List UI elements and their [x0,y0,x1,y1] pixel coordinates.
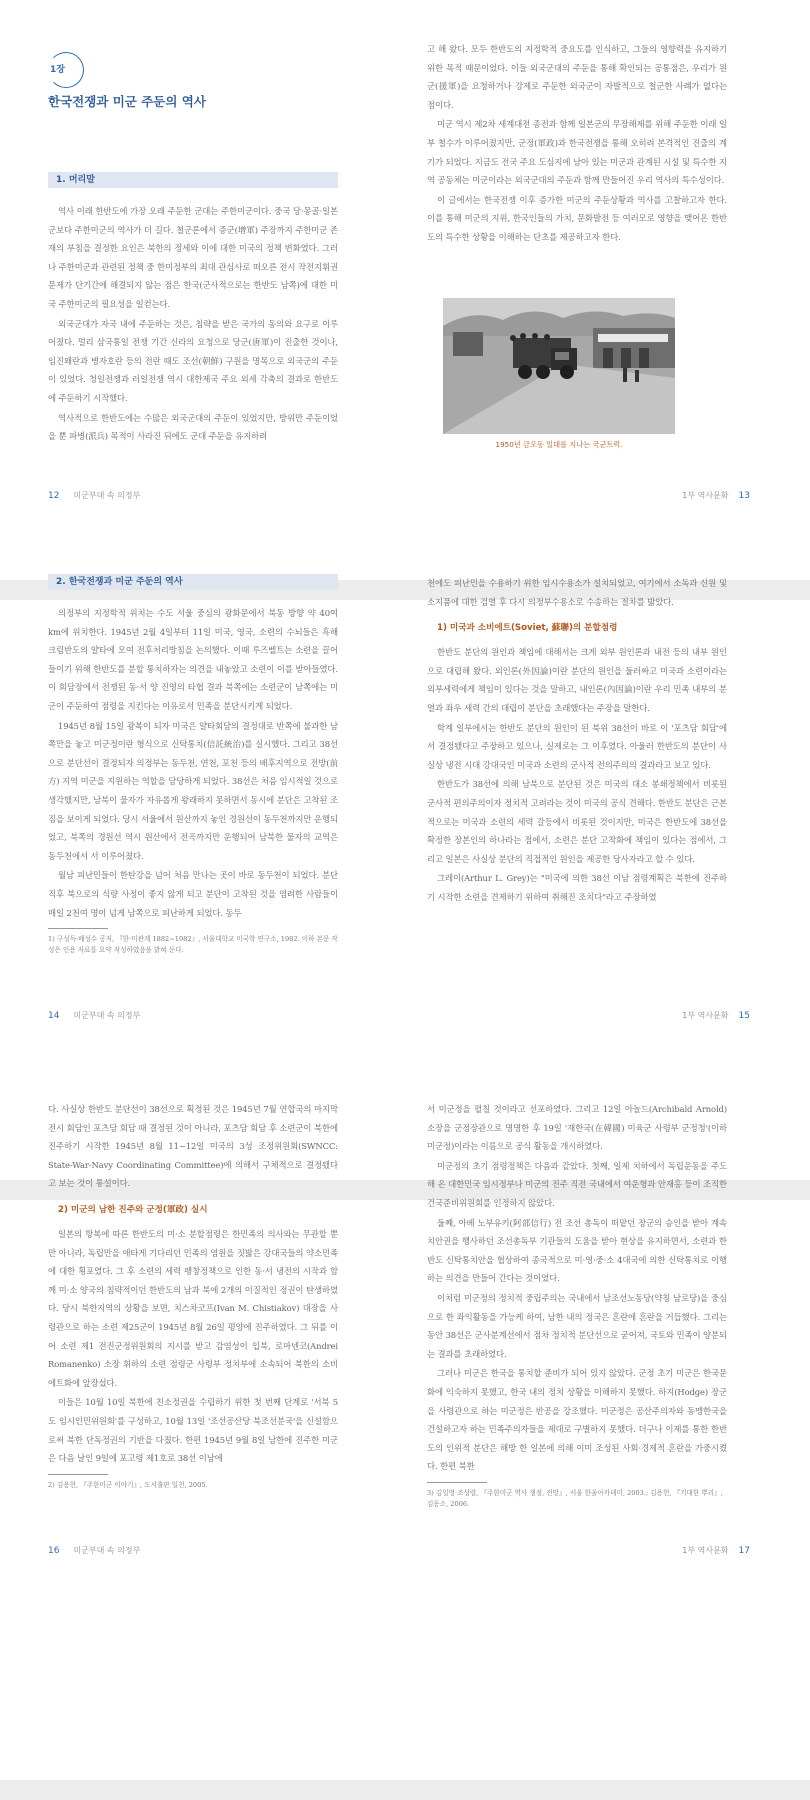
spread-pages-14-15 [0,577,810,1180]
footnote: 1) 구성득·배성수 공저, 『한·미관계 1882~1982』, 서울대학교 미국학 연구소, 1982. 이하 본문 작성은 인용 자료를 요약 작성하였음을 밝혀 둔다. [48,935,338,955]
running-title: 1부 역사문화 [682,1546,729,1555]
subsection-heading: 2) 미군의 남한 진주와 군정(軍政) 실시 [58,1204,208,1215]
photo-caption: 1950년 금오동 일대를 지나는 국군트럭. [495,440,623,449]
paragraph: 1945년 8월 15일 광복이 되자 미국은 얄타회담의 결정대로 반쪽에 불과한 남쪽만을 놓고 미군정이란 형식으로 신탁통치(信託統治)를 실시했다. 그리고 38선으로 분단선이 결정되자 의정부는 동두천, 연천, 포천 등의 배후지역으로 전방(前方) 지역 미군을 지원하는 역할을 담당하게 되었다. 38선은 처음 임시적일 것으로 생각했지만, 남북이 물자가 자유롭게 왕래하지 못하면서 동시에 분단은 고착된 조짐을 보이게 되었다. 당시 서울에서 원산까지 놓인 경원선이 동두천까지만 운행되었고, 북쪽의 경원선 역시 원산에서 전곡까지만 운행되어 남북한 물자의 교역은 동두천에서 서 이루어졌다. [48,720,338,861]
page-12 [0,0,405,580]
paragraph: 학계 일부에서는 한반도 분단의 원인이 된 북위 38선이 바로 이 '포츠담 회담'에서 결정됐다고 주장하고 있으나, 실제로는 그 이후였다. 아울러 한반도의 분단이 사실상 냉전 시대 강대국인 미국과 소련의 군사적 전의주의의 결과라고 보고 있다. [427,722,727,770]
page-number: 15 [738,1011,750,1021]
page-folio [48,1545,140,1556]
paragraph: 이 글에서는 한국전쟁 이후 증가한 미군의 주둔상황과 역사를 고찰하고자 한다. 이를 통해 미군의 지위, 한국인들의 가치, 문화발전 등 여러모로 영향을 맺어온 한반도의 특수한 상황을 이해하는 단초를 제공하고자 한다. [427,194,727,242]
page-folio [48,1010,140,1021]
paragraph: 역사적으로 한반도에는 수많은 외국군대의 주둔이 있었지만, 방위만 주둔이었을 뿐 파병(派兵) 목적이 사라진 뒤에도 군대 주둔을 유지하려 [48,412,338,442]
footnote: 3) 김일영·조성렬, 『주한미군 역사 쟁점, 전망』, 서울 한울아카데미, 2003.; 김용헌, 『거대한 뿌리』, 김동소, 2006. [427,1488,723,1508]
text-column [427,1100,727,1510]
text-column [48,172,338,447]
page-folio [682,1010,750,1021]
spread-pages-16-17 [0,1104,810,1780]
running-title: 1부 역사문화 [682,491,729,500]
paragraph: 의정부의 지정학적 위치는 수도 서울 중심의 광화문에서 북동 방향 약 40여km에 위치한다. 1945년 2월 4일부터 11일 미국, 영국, 소련의 수뇌들은 흑해 크림반도의 얄타에 모여 전후처리방침을 논의했다. 이때 루즈벨트는 소련을 끌어들이기 위해 한반도를 분할 통치하자는 의견을 내놓았고 소련이 이를 받아들였다. 이 회담장에서 전쟁된 동·서 양 진영의 타협 결과 북쪽에는 소련군이 남쪽에는 미군이 주둔하여 점령을 지킨다는 이유로서 민족을 분단시키게 되었다. [48,608,338,711]
footnote-rule [48,928,108,929]
paragraph: 다. 사실상 한반도 분단선이 38선으로 획정된 것은 1945년 7월 연합국의 마지막 전시 회담인 포츠담 회담 때 결정된 것이 아니라, 포츠담 회담 후 소련군이 북한에 진주하기 시작한 1945년 8월 11~12일 미국의 3성 조정위원회(SWNCC: State-War-Navy Coordinating Committee)에 의해서 구체적으로 결정됐다고 보는 것이 통설이다. [48,1104,338,1189]
footnote-rule [48,1474,108,1475]
page-folio [48,490,140,501]
page-number: 16 [48,1546,60,1556]
chapter-number: 1장 [50,65,65,75]
paragraph: 이들은 10월 10일 북한에 친소정권을 수립하기 위한 첫 번째 단계로 '서북 5도 임시인민위원회'를 구성하고, 10월 13일 '조선공산당 북조선분국'을 신설함으로써 북한 단독정권의 기반을 다졌다. 한편 1945년 9월 8일 남한에 진주한 미군은 다음 날인 9일에 포고령 제1호로 38선 이남에 [48,1397,338,1464]
paragraph: 둘째, 아베 노부유키(阿部信行) 전 조선 총독이 떠맡던 장군의 승인을 받아 계속 치안권을 행사하던 조선총독부 기관들의 도움을 받아 현상을 유지하면서, 소련과 한반도 신탁통치안을 협상하여 종국적으로 미·영·중·소 4대국에 의한 신탁통치로 이행하는 의견을 만들어 간다는 것이었다. [427,1217,727,1284]
paragraph: 미군 역시 제2차 세계대전 종전과 함께 일본군의 무장해제를 위해 주둔한 이래 일부 철수가 이루어졌지만, 군정(軍政)과 한국전쟁을 통해 오히려 본격적인 진출의 계기가 되었다. 지금도 전국 주요 도심지에 남아 있는 미군과 관계된 시설 및 특수한 지역 공동체는 미군이라는 외국군대의 주둔과 함께 만들어진 우리 역사의 특수성이다. [427,119,727,186]
historical-photo-army-truck [443,298,675,434]
spread-pages-12-13 [0,0,810,580]
page-15 [405,578,810,1180]
page-number: 14 [48,1011,60,1021]
paragraph: 이처럼 미군정의 정치적 중립주의는 국내에서 남조선노동당(약칭 남로당)을 중심으로 한 좌익활동을 가능케 하여, 남한 내의 정국은 혼란에 혼란을 거듭했다. 그리는 동안 38선은 군사분계선에서 점차 정치적 분단선으로 굳어져, 국토와 민족이 양분되는 결과를 초래하였다. [427,1292,727,1359]
paragraph: 그레이(Arthur L. Grey)는 "미국에 의한 38선 이남 점령계획은 북한에 진주하기 시작한 소련을 견제하기 위하여 취해진 조치다"라고 주장하였 [427,873,727,902]
text-column [48,574,338,956]
subsection-heading: 1) 미국과 소비에트(Soviet, 蘇聯)의 분할점령 [437,623,618,634]
paragraph: 서 미군정을 펼칠 것이라고 선포하였다. 그리고 12일 아놀드(Archibald Arnold) 소장을 군정장관으로 명명한 후 19일 '재한국(在韓國) 미육군 사령부 군정청'(이하 미군정)이라는 이름으로 공식 활동을 개시하였다. [427,1104,727,1152]
paragraph: 외국군대가 자국 내에 주둔하는 것은, 침략을 받은 국가의 동의와 요구로 이루어졌다. 멀리 삼국통일 전쟁 기간 신라의 요청으로 당군(唐軍)이 진출한 것이나, 임진왜란과 병자호란 등의 전란 때도 조선(朝鮮) 구원을 명목으로 외국군의 주둔이 있었다. 청일전쟁과 러일전쟁 역시 대한제국 주요 외세 각축의 결과로 한반도에 주둔하기 시작했다. [48,318,338,403]
running-title: 1부 역사문화 [682,1011,729,1020]
paragraph: 월남 피난민들이 한탄강을 넘어 처음 만나는 곳이 바로 동두천이 되었다. 분단 직후 북으로의 식량 사정이 좋지 않게 되고 분단이 고착된 것을 염려한 사람들이 매일 2천여 명이 넘게 남쪽으로 피난하게 되었다. 동두 [48,870,338,918]
section-heading: 1. 머리말 [48,172,338,188]
page-16 [0,1104,405,1780]
paragraph: 천에도 피난민을 수용하기 위한 임시수용소가 설치되었고, 여기에서 소독과 신원 및 소지품에 대한 검열 후 다시 의정부수용소로 수송하는 절차를 밟았다. [427,578,727,607]
text-column [427,574,727,908]
page-13 [405,0,810,580]
paragraph: 역사 이래 한반도에 가장 오래 주둔한 군대는 주한미군이다. 중국 당·몽골·일본군보다 주한미군의 역사가 더 길다. 철군론에서 증군(增軍) 주장까지 주한미군 존재의 부침을 결정한 요인은 북한의 정세와 이에 대한 미국의 정책 변화였다. 그러나 주한미군과 관련된 정책 중 한미정부의 최대 관심사로 떠오른 전시 작전지휘권 문제가 단기간에 해결되지 않는 점은 한국(군사적으로는 한반도 남쪽)에 대한 미국 주한미군의 필요성을 일컫는다. [48,206,338,309]
running-title: 미군부대 속 의정부 [73,1546,141,1555]
running-title: 미군부대 속 의정부 [73,1011,141,1020]
paragraph: 미군정의 초기 점령정책은 다음과 같았다. 첫째, 일제 치하에서 독립운동을 주도해 온 대한민국 임시정부나 미군의 진주 직전 국내에서 여운형과 안재홍 등이 조직한 건국준비위원회를 인정하지 않았다. [427,1160,727,1208]
footnote: 2) 김용헌, 『주한미군 이야기』, 도서출판 일천, 2005. [48,1480,208,1489]
page-folio [682,1545,750,1556]
page-14 [0,577,405,1180]
chapter-title: 한국전쟁과 미군 주둔의 역사 [48,94,206,109]
page-number: 13 [738,491,750,501]
page-number: 12 [48,491,60,501]
paragraph: 일본의 항복에 따른 한반도의 미·소 분할점령은 한민족의 의사와는 무관할 뿐만 아니라, 독립만을 애타게 기다리던 민족의 염원을 짓밟은 강대국들의 약소민족에 대한 횡포였다. 그 후 소련의 세력 팽창정책으로 인한 동·서 냉전의 시작과 함께 미·소 양국의 침략적이던 한반도의 남과 북에 2개의 이질적인 정권이 탄생하였다. 당시 북한지역의 상황을 보면, 치스차코프(Ivan M. Chistiakov) 대장을 사령관으로 하는 소련 제25군이 1945년 8월 26일 평양에 진주하였다. 그 뒤를 이어 소련 제1 전진군정위원회의 지시를 받고 감염성이 입북, 로마넨코(Andrei Romanenko) 소장 휘하의 소련 점령군 사령부 정치부에 소속되어 북한의 소비에트화에 앞장섰다. [48,1228,338,1388]
paragraph: 그러나 미군은 한국을 통치할 준비가 되어 있지 않았다. 군정 초기 미군은 한국문화에 익숙하지 못했고, 한국 내의 정치 상황을 이해하지 못했다. 하지(Hodge) 장군을 사령관으로 하는 미군정은 반공을 강조했다. 미군정은 공산주의자와 동맹한국을 건설하고자 하는 민족주의자들을 제대로 구별하지 못했다. 더구나 이제를 통한 한반도의 인위적 분단은 해방 한 일본에 의해 이미 조성된 사회·경제적 혼란을 가중시켰다. 한편 북한 [427,1368,727,1472]
text-column [427,40,727,248]
running-title: 미군부대 속 의정부 [73,491,141,500]
paragraph: 한반도 분단의 원인과 책임에 대해서는 크게 외부 원인론과 내전 등의 내부 원인으로 대립해 왔다. 외인론(外因論)이란 분단의 원인을 둘러싸고 미국과 소련이라는 외부세력에게 책임이 있다는 것을 말하고, 내인론(內因論)이란 우리 민족 내부의 분열과 좌우 세력 간의 대립이 분단을 초래했다는 주장을 말한다. [427,647,727,713]
photo-illustration [443,298,675,434]
page-17 [405,1104,810,1780]
text-column [48,1100,338,1491]
footnote-rule [427,1482,487,1483]
paragraph: 한반도가 38선에 의해 남북으로 분단된 것은 미국의 대소 봉쇄정책에서 비롯된 군사적 편의주의이자 정치적 고려라는 것이 미국의 공식 견해다. 한반도 분단은 근본적으로는 미국과 소련의 세력 갈등에서 비롯된 것이지만, 미국은 한반도에 38선을 확정한 장본인의 하나라는 점에서, 소련은 분단 고착화에 책임이 있다는 점에서, 그리고 일본은 사실상 분단의 직접적인 원인을 제공한 당사자라고 할 수 있다. [427,779,727,864]
page-number: 17 [738,1546,750,1556]
page-folio [682,490,750,501]
section-heading: 2. 한국전쟁과 미군 주둔의 역사 [48,574,338,590]
paragraph: 고 해 왔다. 모두 한반도의 지정학적 중요도를 인식하고, 그들의 영향력을 유지하기 위한 목적 때문이었다. 이들 외국군대의 주둔을 통해 확인되는 공통점은, 우리가 원군(援軍)을 요청하거나 강제로 주둔한 외국군이 자발적으로 철군한 사례가 없다는 점이다. [427,44,727,110]
